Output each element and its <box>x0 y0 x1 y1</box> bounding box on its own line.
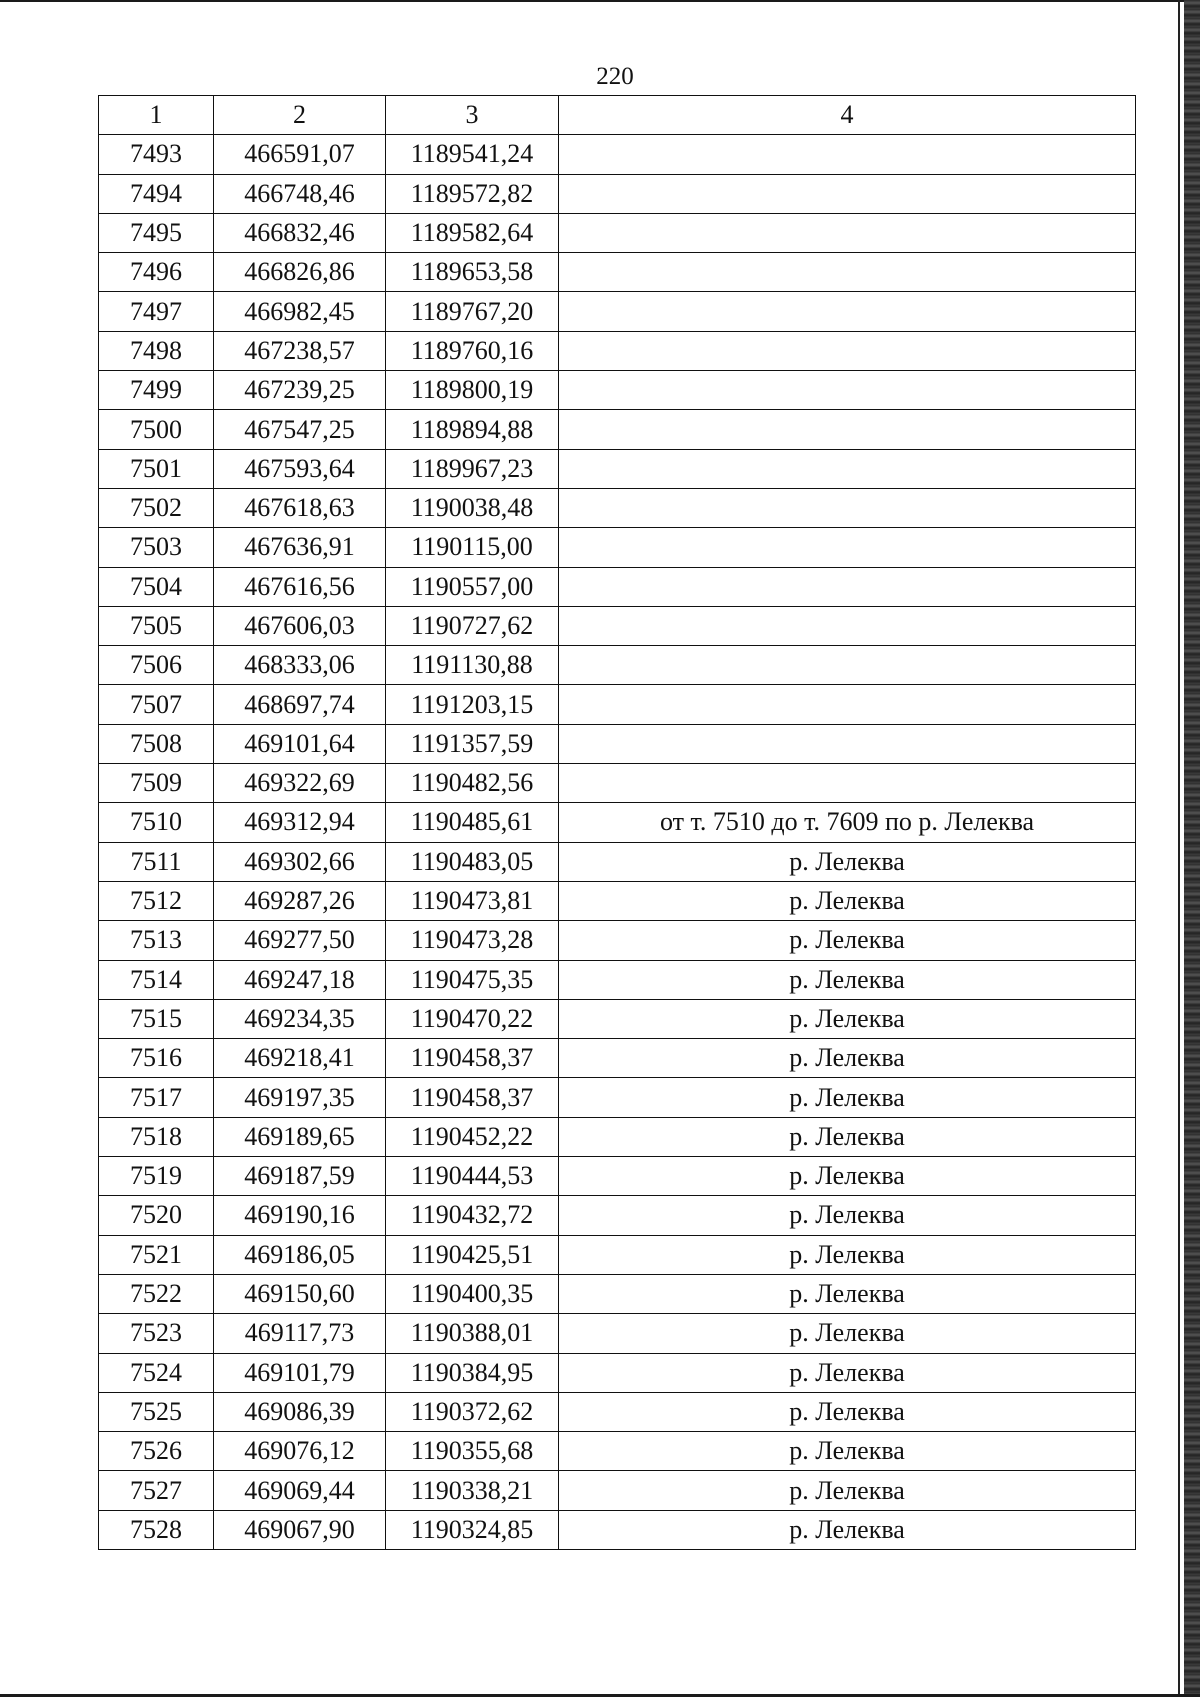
cell-y: 1190473,28 <box>386 921 559 960</box>
cell-x: 467616,56 <box>214 567 386 606</box>
table-row <box>99 1078 1136 1117</box>
cell-description <box>559 292 1136 331</box>
cell-x: 466748,46 <box>214 174 386 213</box>
cell-description <box>559 724 1136 763</box>
cell-y: 1189582,64 <box>386 213 559 252</box>
cell-point-number: 7524 <box>99 1353 214 1392</box>
cell-description <box>559 213 1136 252</box>
cell-y: 1189767,20 <box>386 292 559 331</box>
table-row <box>99 1196 1136 1235</box>
cell-x: 469189,65 <box>214 1117 386 1156</box>
cell-point-number: 7517 <box>99 1078 214 1117</box>
cell-description: р. Лелеква <box>559 960 1136 999</box>
cell-y: 1191357,59 <box>386 724 559 763</box>
cell-point-number: 7514 <box>99 960 214 999</box>
table-row <box>99 567 1136 606</box>
scan-border-right <box>1184 0 1200 1697</box>
table-header <box>99 96 1136 135</box>
table-row <box>99 135 1136 174</box>
table-row <box>99 1471 1136 1510</box>
cell-x: 469186,05 <box>214 1235 386 1274</box>
table-row <box>99 1039 1136 1078</box>
table-row <box>99 999 1136 1038</box>
page-number: 220 <box>596 63 634 90</box>
cell-description <box>559 606 1136 645</box>
cell-point-number: 7518 <box>99 1117 214 1156</box>
table-row <box>99 528 1136 567</box>
cell-y: 1190324,85 <box>386 1510 559 1549</box>
cell-description <box>559 528 1136 567</box>
cell-x: 469150,60 <box>214 1274 386 1313</box>
cell-description: р. Лелеква <box>559 1274 1136 1313</box>
cell-y: 1190400,35 <box>386 1274 559 1313</box>
cell-x: 469117,73 <box>214 1314 386 1353</box>
cell-point-number: 7521 <box>99 1235 214 1274</box>
cell-description <box>559 567 1136 606</box>
cell-y: 1190355,68 <box>386 1432 559 1471</box>
table-row <box>99 331 1136 370</box>
cell-description <box>559 646 1136 685</box>
cell-point-number: 7503 <box>99 528 214 567</box>
cell-description <box>559 174 1136 213</box>
cell-point-number: 7493 <box>99 135 214 174</box>
cell-x: 469287,26 <box>214 881 386 920</box>
cell-y: 1190338,21 <box>386 1471 559 1510</box>
cell-description: р. Лелеква <box>559 921 1136 960</box>
cell-x: 469302,66 <box>214 842 386 881</box>
cell-description <box>559 764 1136 803</box>
cell-point-number: 7505 <box>99 606 214 645</box>
cell-point-number: 7527 <box>99 1471 214 1510</box>
cell-description <box>559 331 1136 370</box>
cell-point-number: 7509 <box>99 764 214 803</box>
table-row <box>99 842 1136 881</box>
cell-description: р. Лелеква <box>559 1078 1136 1117</box>
header-cell-y: 3 <box>386 96 559 135</box>
cell-point-number: 7507 <box>99 685 214 724</box>
cell-x: 469067,90 <box>214 1510 386 1549</box>
cell-y: 1190473,81 <box>386 881 559 920</box>
cell-point-number: 7501 <box>99 449 214 488</box>
cell-point-number: 7494 <box>99 174 214 213</box>
cell-description <box>559 253 1136 292</box>
table-body <box>99 135 1136 1550</box>
cell-x: 469187,59 <box>214 1157 386 1196</box>
cell-x: 467239,25 <box>214 371 386 410</box>
header-cell-point-number: 1 <box>99 96 214 135</box>
cell-y: 1190388,01 <box>386 1314 559 1353</box>
cell-point-number: 7496 <box>99 253 214 292</box>
cell-x: 466826,86 <box>214 253 386 292</box>
table-row <box>99 764 1136 803</box>
cell-point-number: 7502 <box>99 488 214 527</box>
table-row <box>99 646 1136 685</box>
cell-description: р. Лелеква <box>559 1432 1136 1471</box>
cell-x: 469247,18 <box>214 960 386 999</box>
cell-description: р. Лелеква <box>559 1314 1136 1353</box>
cell-description: р. Лелеква <box>559 1471 1136 1510</box>
cell-point-number: 7523 <box>99 1314 214 1353</box>
cell-y: 1190482,56 <box>386 764 559 803</box>
cell-point-number: 7525 <box>99 1392 214 1431</box>
cell-y: 1190458,37 <box>386 1078 559 1117</box>
table-row <box>99 253 1136 292</box>
cell-description: р. Лелеква <box>559 1039 1136 1078</box>
table-row <box>99 213 1136 252</box>
cell-description: р. Лелеква <box>559 881 1136 920</box>
cell-y: 1189894,88 <box>386 410 559 449</box>
cell-point-number: 7499 <box>99 371 214 410</box>
cell-x: 469218,41 <box>214 1039 386 1078</box>
cell-y: 1189653,58 <box>386 253 559 292</box>
cell-x: 469101,64 <box>214 724 386 763</box>
cell-description: р. Лелеква <box>559 1157 1136 1196</box>
cell-x: 469086,39 <box>214 1392 386 1431</box>
cell-y: 1190384,95 <box>386 1353 559 1392</box>
cell-description <box>559 449 1136 488</box>
cell-y: 1189572,82 <box>386 174 559 213</box>
cell-y: 1189541,24 <box>386 135 559 174</box>
cell-x: 469197,35 <box>214 1078 386 1117</box>
cell-y: 1190444,53 <box>386 1157 559 1196</box>
cell-y: 1190557,00 <box>386 567 559 606</box>
scan-border-right-line <box>1178 0 1180 1697</box>
cell-x: 469101,79 <box>214 1353 386 1392</box>
cell-x: 466832,46 <box>214 213 386 252</box>
table-row <box>99 1235 1136 1274</box>
cell-x: 468697,74 <box>214 685 386 724</box>
cell-x: 469312,94 <box>214 803 386 842</box>
cell-description <box>559 410 1136 449</box>
table-row <box>99 1392 1136 1431</box>
table-row <box>99 410 1136 449</box>
cell-x: 469234,35 <box>214 999 386 1038</box>
cell-y: 1189967,23 <box>386 449 559 488</box>
cell-description: р. Лелеква <box>559 1235 1136 1274</box>
cell-point-number: 7515 <box>99 999 214 1038</box>
cell-x: 469069,44 <box>214 1471 386 1510</box>
cell-x: 468333,06 <box>214 646 386 685</box>
cell-description: р. Лелеква <box>559 1353 1136 1392</box>
cell-description: р. Лелеква <box>559 842 1136 881</box>
cell-point-number: 7495 <box>99 213 214 252</box>
cell-x: 467636,91 <box>214 528 386 567</box>
cell-y: 1190470,22 <box>386 999 559 1038</box>
cell-y: 1190727,62 <box>386 606 559 645</box>
cell-x: 467618,63 <box>214 488 386 527</box>
cell-point-number: 7500 <box>99 410 214 449</box>
cell-description: р. Лелеква <box>559 999 1136 1038</box>
cell-x: 466591,07 <box>214 135 386 174</box>
table-row <box>99 1510 1136 1549</box>
cell-x: 467547,25 <box>214 410 386 449</box>
cell-y: 1189760,16 <box>386 331 559 370</box>
cell-description: р. Лелеква <box>559 1117 1136 1156</box>
cell-point-number: 7498 <box>99 331 214 370</box>
cell-x: 469322,69 <box>214 764 386 803</box>
cell-description <box>559 685 1136 724</box>
cell-description: от т. 7510 до т. 7609 по р. Лелеква <box>559 803 1136 842</box>
cell-y: 1189800,19 <box>386 371 559 410</box>
cell-point-number: 7526 <box>99 1432 214 1471</box>
cell-y: 1190485,61 <box>386 803 559 842</box>
cell-point-number: 7528 <box>99 1510 214 1549</box>
table-row <box>99 960 1136 999</box>
header-cell-x: 2 <box>214 96 386 135</box>
table-row <box>99 724 1136 763</box>
cell-description <box>559 488 1136 527</box>
table-row <box>99 803 1136 842</box>
cell-description: р. Лелеква <box>559 1510 1136 1549</box>
cell-point-number: 7511 <box>99 842 214 881</box>
cell-description <box>559 135 1136 174</box>
cell-y: 1190432,72 <box>386 1196 559 1235</box>
cell-x: 467238,57 <box>214 331 386 370</box>
table-row <box>99 1274 1136 1313</box>
cell-x: 467593,64 <box>214 449 386 488</box>
table-row <box>99 921 1136 960</box>
cell-point-number: 7504 <box>99 567 214 606</box>
cell-point-number: 7512 <box>99 881 214 920</box>
table-row <box>99 174 1136 213</box>
cell-y: 1190475,35 <box>386 960 559 999</box>
cell-point-number: 7513 <box>99 921 214 960</box>
table-row <box>99 292 1136 331</box>
cell-y: 1190372,62 <box>386 1392 559 1431</box>
header-cell-description: 4 <box>559 96 1136 135</box>
cell-y: 1191203,15 <box>386 685 559 724</box>
cell-y: 1190483,05 <box>386 842 559 881</box>
table-row <box>99 1314 1136 1353</box>
table-row <box>99 685 1136 724</box>
cell-x: 467606,03 <box>214 606 386 645</box>
cell-y: 1191130,88 <box>386 646 559 685</box>
coordinates-table <box>98 95 1136 1550</box>
cell-point-number: 7510 <box>99 803 214 842</box>
table-row <box>99 371 1136 410</box>
cell-point-number: 7508 <box>99 724 214 763</box>
cell-point-number: 7516 <box>99 1039 214 1078</box>
cell-point-number: 7506 <box>99 646 214 685</box>
cell-x: 466982,45 <box>214 292 386 331</box>
table-row <box>99 1157 1136 1196</box>
cell-description <box>559 371 1136 410</box>
cell-x: 469277,50 <box>214 921 386 960</box>
cell-y: 1190115,00 <box>386 528 559 567</box>
table-row <box>99 449 1136 488</box>
cell-point-number: 7519 <box>99 1157 214 1196</box>
cell-x: 469190,16 <box>214 1196 386 1235</box>
cell-y: 1190038,48 <box>386 488 559 527</box>
table-row <box>99 1353 1136 1392</box>
cell-y: 1190458,37 <box>386 1039 559 1078</box>
table-row <box>99 606 1136 645</box>
cell-point-number: 7497 <box>99 292 214 331</box>
table-row <box>99 1432 1136 1471</box>
scan-border-top <box>0 0 1200 2</box>
cell-point-number: 7522 <box>99 1274 214 1313</box>
cell-x: 469076,12 <box>214 1432 386 1471</box>
cell-y: 1190452,22 <box>386 1117 559 1156</box>
cell-description: р. Лелеква <box>559 1196 1136 1235</box>
table-row <box>99 1117 1136 1156</box>
header-row <box>99 96 1136 135</box>
cell-point-number: 7520 <box>99 1196 214 1235</box>
cell-description: р. Лелеква <box>559 1392 1136 1431</box>
table-row <box>99 881 1136 920</box>
table-row <box>99 488 1136 527</box>
cell-y: 1190425,51 <box>386 1235 559 1274</box>
